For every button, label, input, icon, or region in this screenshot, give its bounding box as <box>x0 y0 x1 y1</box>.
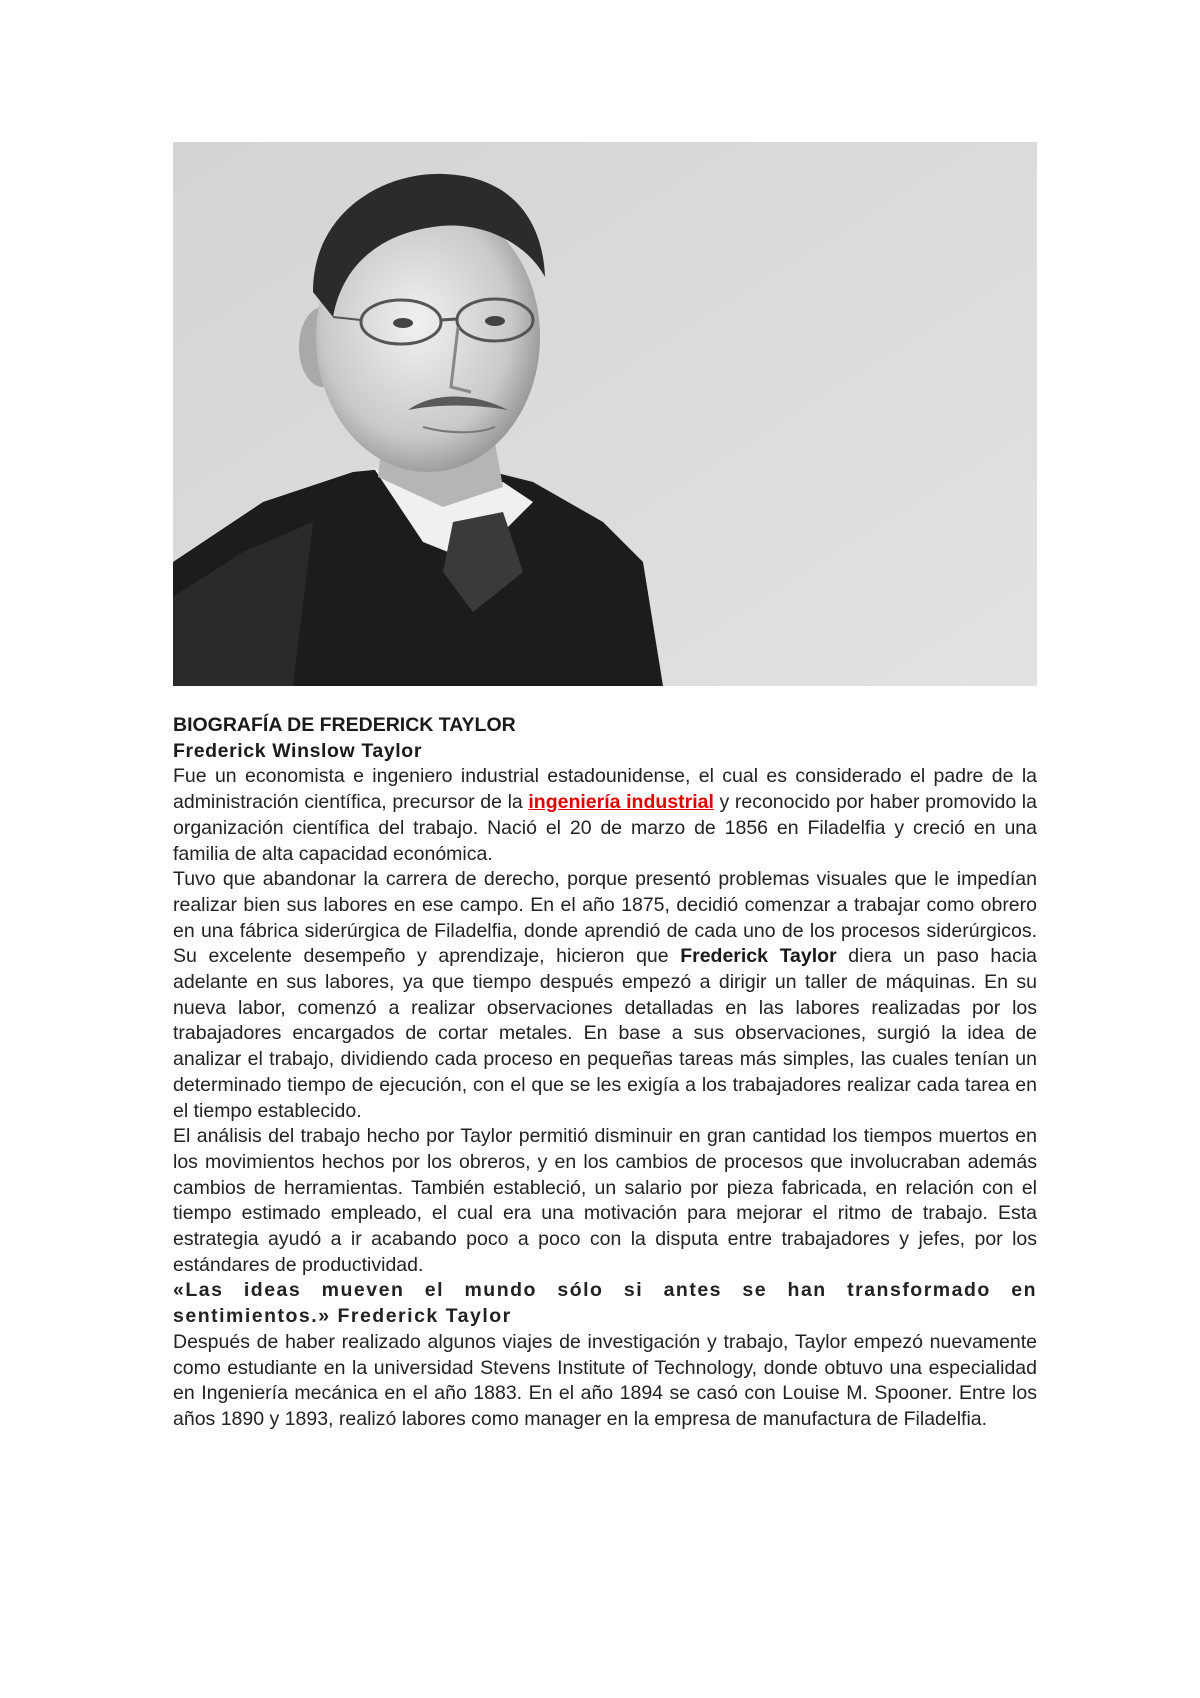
paragraph-career <box>173 867 1037 1124</box>
quote: «Las ideas mueven el mundo sólo si antes se han transformado en sentimientos.» Frederick Taylor <box>173 1279 1037 1328</box>
biography-article <box>173 713 1037 1433</box>
article-subtitle: Frederick Winslow Taylor <box>173 739 423 762</box>
portrait-illustration <box>173 142 1037 686</box>
portrait-photo <box>173 142 1037 686</box>
industrial-engineering-link[interactable]: ingeniería industrial <box>528 791 714 814</box>
paragraph-career-text: Tuvo que abandonar la carrera de derecho, porque presentó problemas visuales que le impedían realizar bien sus labores en ese campo. En el año 1875, decidió comenzar a trabajar como obrero en una fábrica siderúrgica de Filadelfia, donde aprendió de cada uno de los procesos siderúrgicos. Su excelente desempeño y aprendizaje, hicieron que <box>173 868 1037 968</box>
paragraph-education: Después de haber realizado algunos viajes de investigación y trabajo, Taylor empezó nuevamente como estudiante en la universidad Stevens Institute of Technology, donde obtuvo una especialidad en Ingeniería mecánica en el año 1883. En el año 1894 se casó con Louise M. Spooner. Entre los años 1890 y 1893, realizó labores como manager en la empresa de manufactura de Filadelfia. <box>173 1330 1037 1430</box>
article-title: BIOGRAFÍA DE FREDERICK TAYLOR <box>173 714 516 736</box>
paragraph-intro-text-end: y reconocido por haber promovido la organización científica del trabajo. Nació el 20 de marzo de 1856 en Filadelfia y creció en una familia de alta capacidad económica. <box>173 791 1037 865</box>
paragraph-career-text-end: diera un paso hacia adelante en sus labores, ya que tiempo después empezó a dirigir un taller de máquinas. En su nueva labor, comenzó a realizar observaciones detalladas en las labores realizadas por los trabajadores encargados de cortar metales. En base a sus observaciones, surgió la idea de analizar el trabajo, dividiendo cada proceso en pequeñas tareas más simples, las cuales tenían un determinado tiempo de ejecución, con el que se les exigía a los trabajadores realizar cada tarea en el tiempo establecido. <box>173 945 1037 1122</box>
name-bold: Frederick Taylor <box>680 945 837 968</box>
paragraph-intro-text: Fue un economista e ingeniero industrial estadounidense, el cual es considerado el padre de la administración científica, precursor de la <box>173 765 1037 814</box>
paragraph-intro <box>173 764 1037 867</box>
paragraph-analysis: El análisis del trabajo hecho por Taylor permitió disminuir en gran cantidad los tiempos muertos en los movimientos hechos por los obreros, y en los cambios de procesos que involucraban además cambios de herramientas. También estableció, un salario por pieza fabricada, en relación con el tiempo estimado empleado, el cual era una motivación para mejorar el ritmo de trabajo. Esta estrategia ayudó a ir acabando poco a poco con la disputa entre trabajadores y jefes, por los estándares de productividad. <box>173 1125 1037 1276</box>
